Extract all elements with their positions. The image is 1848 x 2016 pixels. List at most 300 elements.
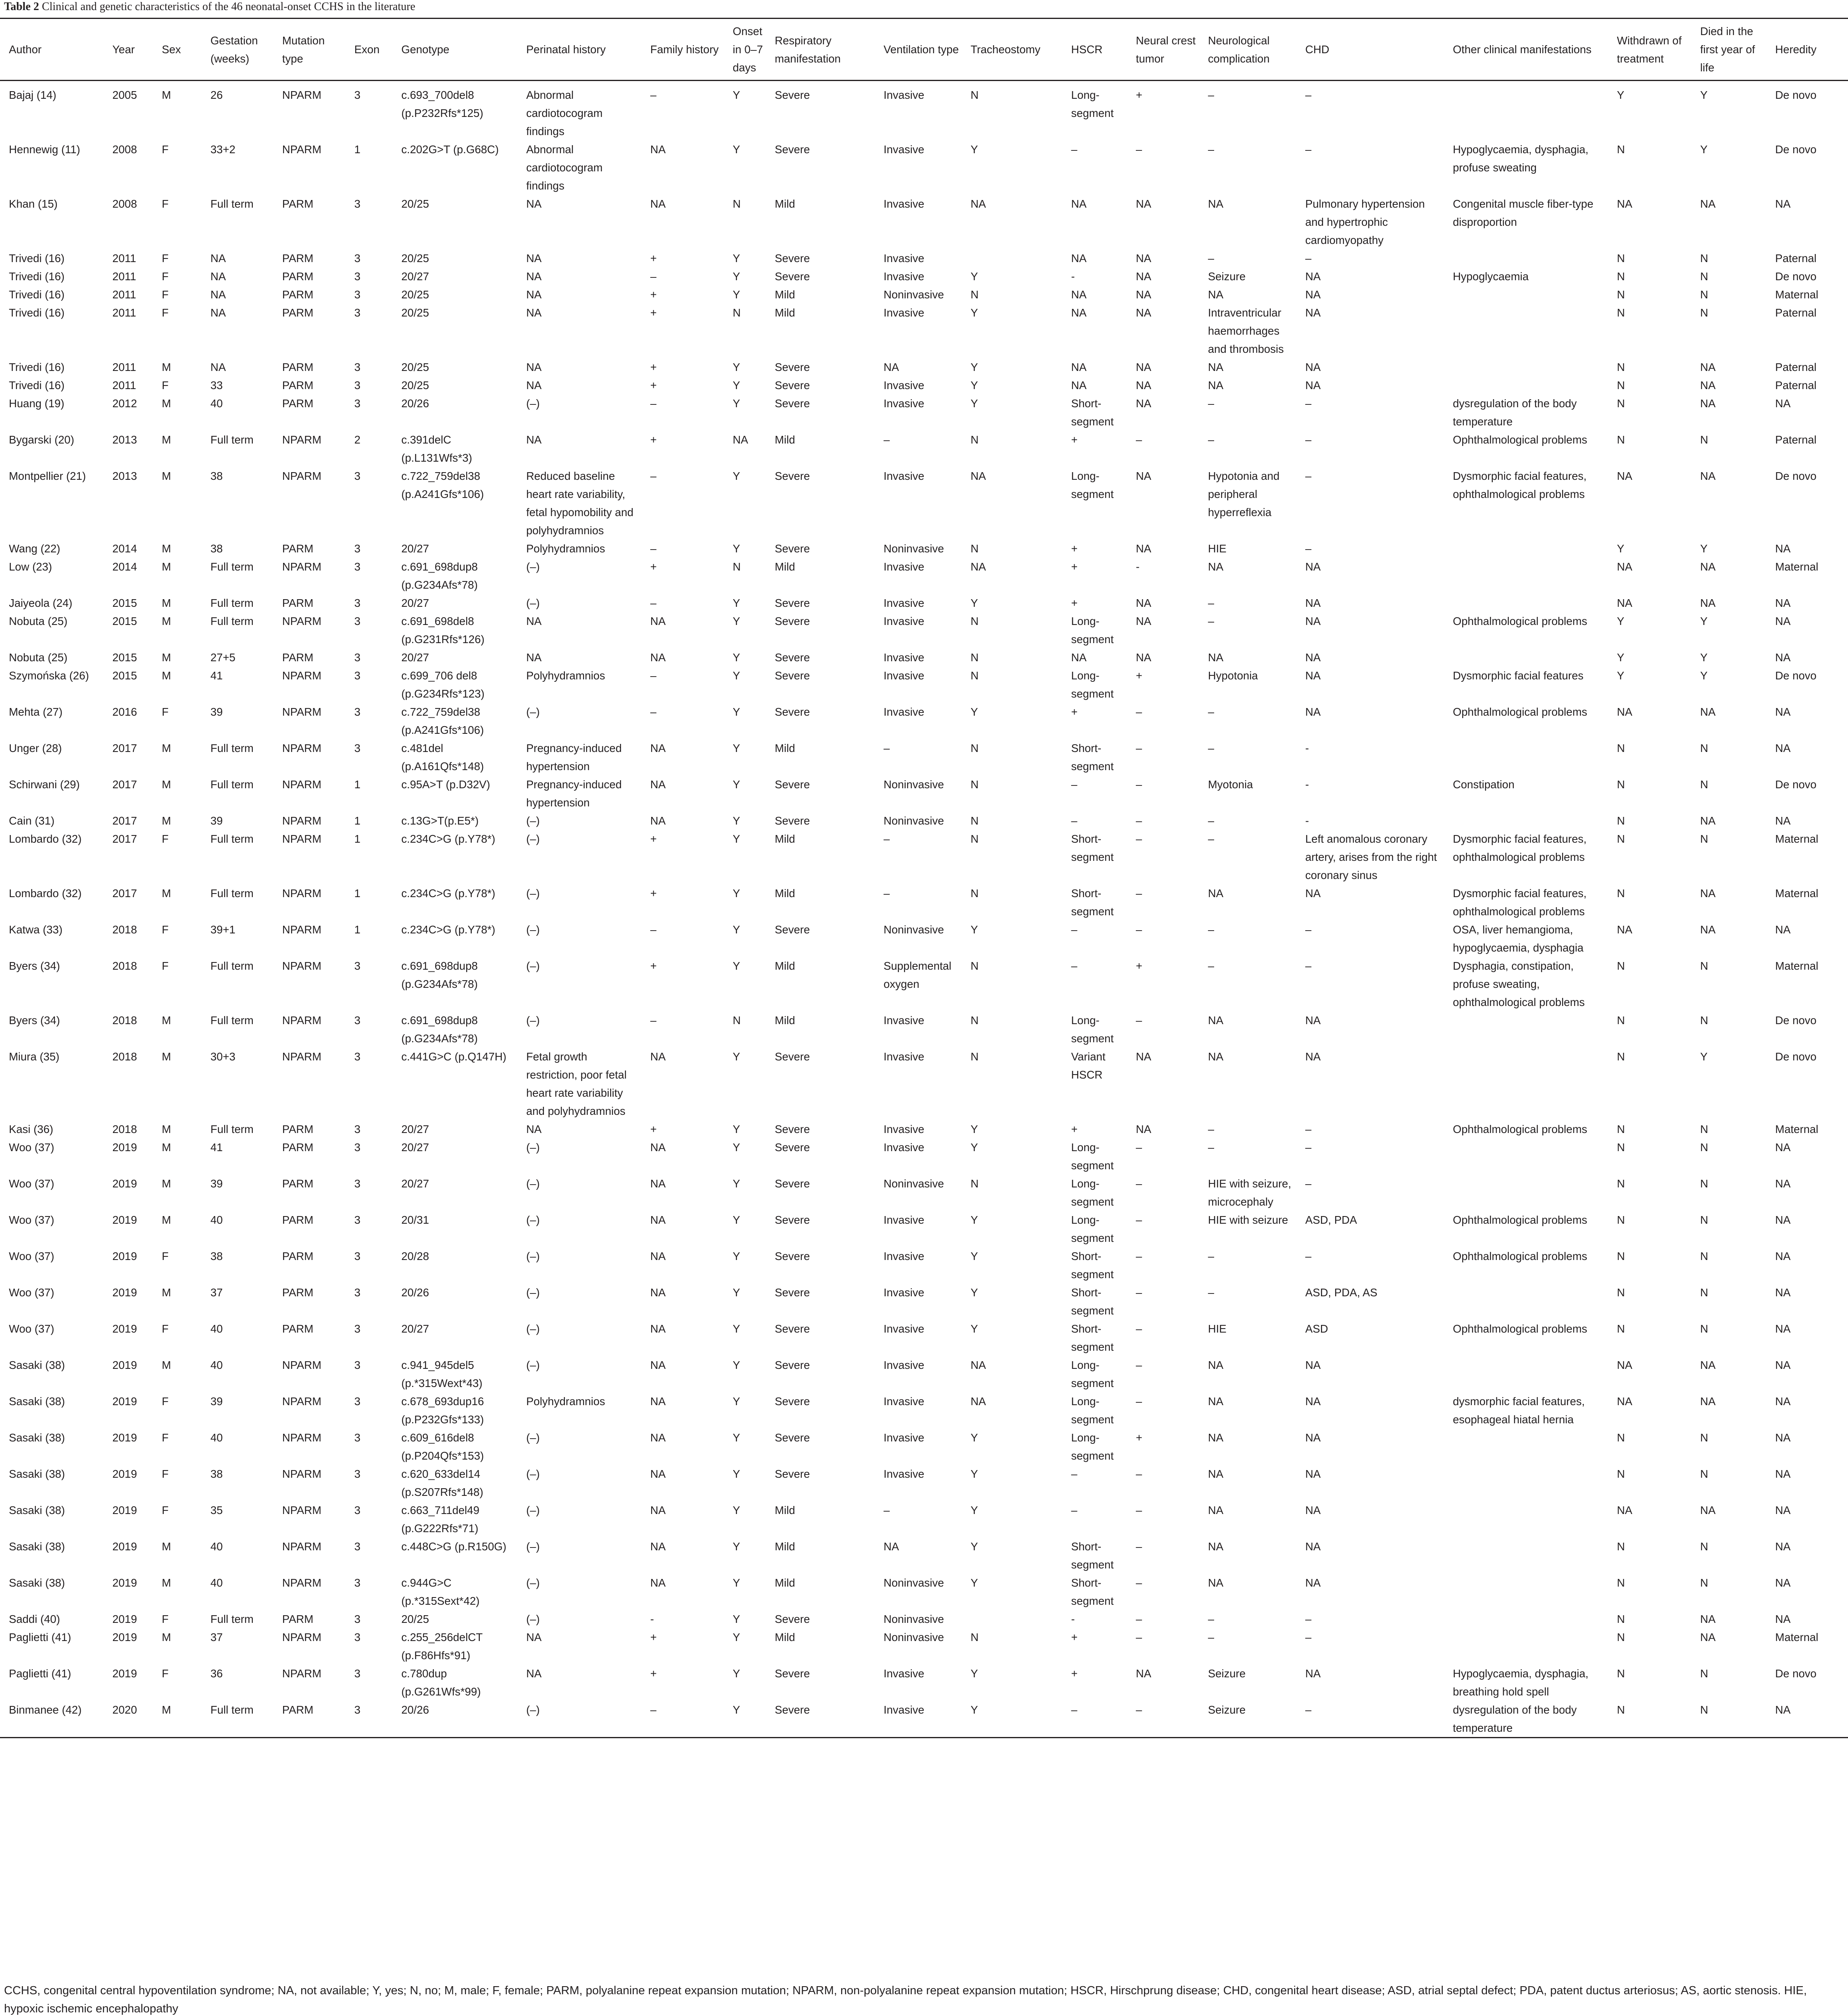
- table-cell: NPARM: [282, 1395, 322, 1408]
- table-cell: Nobuta (25): [9, 615, 68, 627]
- table-cell: N: [1617, 1577, 1625, 1589]
- table-cell: M: [162, 1540, 171, 1553]
- table-cell: Ophthalmological problems: [1453, 706, 1588, 718]
- table-cell: NPARM: [282, 833, 322, 845]
- table-cell: –: [1208, 252, 1215, 264]
- table-cell: NA: [1208, 1395, 1223, 1408]
- table-cell: Sasaki (38): [9, 1540, 65, 1553]
- table-cell: –: [1135, 923, 1142, 936]
- table-cell: Invasive: [875, 1701, 962, 1738]
- table-cell: Short-segment: [1071, 1577, 1114, 1607]
- table-cell: NA: [1208, 361, 1223, 373]
- table-cell: [1444, 1465, 1608, 1501]
- table-cell: Hypoglycaemia, dysphagia, profuse sweating: [1453, 143, 1589, 174]
- table-cell: N: [1617, 960, 1625, 972]
- table-cell: NA: [1135, 542, 1152, 555]
- column-header: Ventilation type: [875, 19, 962, 81]
- table-cell: N: [1617, 306, 1625, 319]
- table-cell: NA: [1775, 1613, 1791, 1625]
- table-cell: M: [162, 1014, 171, 1027]
- table-cell: F: [162, 833, 169, 845]
- table-cell: NA: [1700, 923, 1716, 936]
- table-cell: PARM: [282, 306, 314, 319]
- table-cell: NA: [650, 1504, 666, 1516]
- table-cell: Severe: [775, 1468, 810, 1480]
- table-row: [0, 1664, 1848, 1701]
- table-cell: NA: [1700, 379, 1716, 392]
- table-cell: +: [650, 306, 657, 319]
- table-cell: c.441G>C (p.Q147H): [401, 1050, 506, 1063]
- table-cell: 2019: [112, 1322, 137, 1335]
- table-cell: NA: [883, 361, 899, 373]
- table-cell: PARM: [273, 1701, 346, 1738]
- table-cell: NA: [650, 1577, 666, 1589]
- table-cell: M: [162, 397, 171, 410]
- table-cell: (–): [526, 1177, 540, 1190]
- table-cell: Seizure: [1208, 1667, 1246, 1680]
- column-header: Perinatal history: [517, 19, 642, 81]
- table-cell: PARM: [282, 1214, 314, 1226]
- table-cell: Byers (34): [9, 1014, 60, 1027]
- table-cell: Maternal: [1775, 960, 1819, 972]
- table-row: [0, 1211, 1848, 1247]
- table-cell: Y: [1700, 669, 1708, 682]
- table-cell: M: [162, 1141, 171, 1154]
- table-cell: Y: [733, 887, 740, 900]
- table-cell: Short-segment: [1071, 742, 1114, 773]
- table-cell: (–): [526, 1431, 540, 1444]
- table-cell: NA: [1700, 397, 1716, 410]
- table-cell: NA: [650, 742, 666, 754]
- table-cell: Y: [733, 1359, 740, 1371]
- table-cell: +: [650, 1123, 657, 1135]
- table-cell: N: [1700, 1431, 1708, 1444]
- table-cell: NA: [1700, 887, 1716, 900]
- table-cell: Invasive: [883, 669, 925, 682]
- table-cell: Y: [733, 89, 740, 101]
- table-cell: Hypotonia: [1208, 669, 1258, 682]
- table-cell: –: [1305, 542, 1312, 555]
- table-row: [0, 1574, 1848, 1610]
- table-cell: Maternal: [1775, 1631, 1819, 1643]
- table-cell: 2017: [112, 814, 137, 827]
- table-cell: 20/31: [401, 1214, 429, 1226]
- table-cell: NA: [970, 198, 986, 210]
- table-cell: –: [650, 597, 656, 609]
- table-cell: N: [1617, 379, 1625, 392]
- table-cell: 3: [354, 470, 360, 482]
- table-cell: Y: [724, 1701, 766, 1738]
- table-cell: Invasive: [883, 397, 925, 410]
- table-cell: 2019: [112, 1359, 137, 1371]
- table-cell: +: [1135, 960, 1142, 972]
- table-cell: NA: [1775, 1359, 1791, 1371]
- table-cell: NA: [1305, 288, 1321, 301]
- table-cell: –: [1071, 923, 1077, 936]
- table-cell: Severe: [775, 597, 810, 609]
- table-cell: NA: [1305, 1504, 1321, 1516]
- table-row: [0, 394, 1848, 431]
- column-header: Onset in 0–7 days: [724, 19, 766, 81]
- table-cell: –: [1071, 814, 1077, 827]
- column-header: Neurological complication: [1199, 19, 1296, 81]
- table-cell: NA: [1135, 198, 1152, 210]
- table-cell: –: [1208, 597, 1215, 609]
- table-cell: M: [162, 361, 171, 373]
- table-cell: Low (23): [9, 560, 52, 573]
- table-cell: 3: [354, 1431, 360, 1444]
- table-cell: F: [162, 252, 169, 264]
- table-cell: Severe: [775, 1359, 810, 1371]
- table-cell: Full term: [210, 1123, 254, 1135]
- table-cell: Polyhydramnios: [526, 669, 605, 682]
- table-cell: PARM: [282, 1322, 314, 1335]
- table-cell: Severe: [775, 1250, 810, 1262]
- table-cell: Invasive: [883, 252, 925, 264]
- table-cell: -: [1305, 778, 1309, 791]
- table-cell: 3: [354, 1141, 360, 1154]
- table-cell: Severe: [775, 1613, 810, 1625]
- table-row: [0, 467, 1848, 539]
- table-cell: 3: [354, 1286, 360, 1299]
- table-cell: NA: [526, 433, 542, 446]
- table-cell: Binmanee (42): [0, 1701, 104, 1738]
- table-cell: N: [1700, 1141, 1708, 1154]
- table-cell: –: [1135, 833, 1142, 845]
- table-cell: N: [970, 288, 979, 301]
- table-cell: NA: [1700, 1395, 1716, 1408]
- table-cell: NA: [526, 306, 542, 319]
- table-cell: NA: [1305, 887, 1321, 900]
- table-cell: 2011: [112, 270, 136, 283]
- table-cell: +: [1135, 669, 1142, 682]
- table-cell: Y: [970, 1286, 978, 1299]
- table-cell: Severe: [775, 470, 810, 482]
- table-cell: Y: [1617, 615, 1625, 627]
- table-cell: Y: [970, 1540, 978, 1553]
- table-cell: +: [650, 252, 657, 264]
- table-cell: NA: [650, 814, 666, 827]
- column-header: Exon: [346, 19, 393, 81]
- table-cell: Noninvasive: [883, 288, 944, 301]
- table-cell: M: [162, 1123, 171, 1135]
- table-cell: Long-segment: [1071, 1214, 1114, 1244]
- table-cell: NPARM: [282, 1504, 322, 1516]
- table-cell: +: [650, 1667, 657, 1680]
- table-cell: NA: [650, 1050, 666, 1063]
- table-cell: N: [1617, 1468, 1625, 1480]
- table-cell: N: [1700, 778, 1708, 791]
- table-cell: NPARM: [282, 1631, 322, 1643]
- table-cell: 2017: [112, 887, 137, 900]
- table-cell: 2015: [112, 651, 137, 664]
- table-cell: –: [1296, 1701, 1444, 1738]
- table-cell: Myotonia: [1208, 778, 1253, 791]
- column-header: CHD: [1296, 19, 1444, 81]
- table-cell: Invasive: [883, 143, 925, 156]
- table-cell: N: [970, 1014, 979, 1027]
- table-cell: NA: [1071, 651, 1087, 664]
- table-cell: Severe: [775, 1322, 810, 1335]
- table-cell: Invasive: [883, 706, 925, 718]
- table-cell: Long-segment: [1071, 1431, 1114, 1462]
- table-cell: 3: [354, 288, 360, 301]
- table-cell: De novo: [1775, 270, 1817, 283]
- table-cell: Woo (37): [9, 1214, 54, 1226]
- table-cell: +: [1071, 1123, 1078, 1135]
- table-cell: F: [162, 379, 169, 392]
- table-cell: Mild: [775, 1577, 795, 1589]
- table-cell: Long-segment: [1071, 669, 1114, 700]
- table-cell: –: [1127, 1701, 1199, 1738]
- table-cell: M: [162, 887, 171, 900]
- table-cell: 39: [210, 1177, 223, 1190]
- table-cell: M: [162, 597, 171, 609]
- table-cell: 2019: [112, 1141, 137, 1154]
- table-cell: N: [1700, 833, 1708, 845]
- table-cell: NA: [650, 615, 666, 627]
- table-cell: N: [1617, 288, 1625, 301]
- table-cell: –: [1135, 778, 1142, 791]
- table-cell: NA: [526, 252, 542, 264]
- table-cell: NA: [1700, 560, 1716, 573]
- table-cell: NA: [1135, 288, 1152, 301]
- table-cell: 38: [210, 1468, 223, 1480]
- table-row: [0, 1392, 1848, 1429]
- table-cell: Full term: [210, 742, 254, 754]
- table-cell: Invasive: [883, 597, 925, 609]
- table-cell: Nobuta (25): [9, 651, 68, 664]
- table-cell: (–): [526, 1577, 540, 1589]
- table-cell: NA: [526, 198, 542, 210]
- table-cell: c.448C>G (p.R150G): [401, 1540, 506, 1553]
- table-cell: NA: [650, 1468, 666, 1480]
- table-cell: NA: [1617, 923, 1633, 936]
- table-cell: Severe: [775, 706, 810, 718]
- table-cell: Y: [970, 1322, 978, 1335]
- table-cell: Mild: [775, 1631, 795, 1643]
- table-cell: Y: [970, 1123, 978, 1135]
- table-cell: –: [1208, 1250, 1215, 1262]
- table-cell: Short-segment: [1071, 1322, 1114, 1353]
- table-cell: PARM: [282, 1250, 314, 1262]
- table-cell: Severe: [775, 379, 810, 392]
- table-cell: N: [1617, 1540, 1625, 1553]
- table-cell: Y: [733, 1540, 740, 1553]
- table-cell: PARM: [282, 397, 314, 410]
- table-cell: F: [162, 1395, 169, 1408]
- table-cell: NA: [1700, 706, 1716, 718]
- table-cell: N: [1617, 143, 1625, 156]
- table-cell: NA: [1208, 1431, 1223, 1444]
- table-cell: [1444, 594, 1608, 612]
- table-cell: –: [1305, 1177, 1312, 1190]
- table-cell: 2019: [112, 1540, 137, 1553]
- table-cell: NA: [1775, 1577, 1791, 1589]
- table-cell: M: [162, 1214, 171, 1226]
- table-cell: N: [970, 651, 979, 664]
- table-cell: c.13G>T(p.E5*): [401, 814, 479, 827]
- table-cell: N: [1700, 742, 1708, 754]
- table-cell: NA: [1775, 1504, 1791, 1516]
- table-cell: NA: [1700, 1359, 1716, 1371]
- table-cell: 3: [354, 1613, 360, 1625]
- table-cell: Invasive: [883, 1395, 925, 1408]
- table-cell: Paternal: [1775, 379, 1817, 392]
- table-cell: –: [1135, 1250, 1142, 1262]
- table-cell: 2018: [112, 1050, 137, 1063]
- table-cell: –: [1305, 923, 1312, 936]
- table-row: [0, 195, 1848, 249]
- table-cell: 20/26: [401, 1286, 429, 1299]
- table-cell: N: [970, 1631, 979, 1643]
- table-row: [0, 1011, 1848, 1048]
- table-cell: Constipation: [1453, 778, 1515, 791]
- table-cell: Mild: [775, 433, 795, 446]
- table-cell: N: [1617, 1141, 1625, 1154]
- table-cell: Huang (19): [9, 397, 65, 410]
- table-cell: –: [1071, 143, 1077, 156]
- table-cell: NPARM: [282, 1359, 322, 1371]
- table-cell: NA: [650, 778, 666, 791]
- table-cell: Ophthalmological problems: [1453, 1322, 1588, 1335]
- table-cell: Y: [733, 960, 740, 972]
- table-cell: +: [1071, 597, 1078, 609]
- table-cell: Mild: [775, 833, 795, 845]
- table-cell: NA: [1208, 1577, 1223, 1589]
- table-cell: 1: [354, 833, 360, 845]
- table-cell: (–): [526, 887, 540, 900]
- table-cell: NA: [1208, 288, 1223, 301]
- table-cell: Bygarski (20): [9, 433, 74, 446]
- table-row: [0, 884, 1848, 921]
- table-row: [0, 1138, 1848, 1175]
- table-cell: NA: [1071, 379, 1087, 392]
- table-cell: Y: [1700, 143, 1708, 156]
- table-cell: N: [1700, 1214, 1708, 1226]
- table-cell: (–): [526, 1359, 540, 1371]
- table-cell: Y: [970, 306, 978, 319]
- table-cell: N: [1617, 397, 1625, 410]
- table-cell: NA: [650, 1395, 666, 1408]
- table-cell: Ophthalmological problems: [1453, 433, 1588, 446]
- table-cell: Mild: [775, 960, 795, 972]
- table-cell: Schirwani (29): [9, 778, 80, 791]
- table-cell: NA: [526, 651, 542, 664]
- table-cell: NA: [1775, 1540, 1791, 1553]
- table-cell: N: [733, 198, 741, 210]
- table-cell: NA: [526, 379, 542, 392]
- table-cell: –: [1135, 706, 1142, 718]
- table-cell: Supplemental oxygen: [883, 960, 952, 990]
- column-header: Gestation (weeks): [202, 19, 273, 81]
- table-cell: 39: [210, 814, 223, 827]
- table-cell: NA: [1617, 560, 1633, 573]
- table-cell: PARM: [282, 1177, 314, 1190]
- table-cell: (–): [526, 1286, 540, 1299]
- table-cell: 2019: [112, 1667, 137, 1680]
- table-cell: c.234C>G (p.Y78*): [401, 887, 496, 900]
- table-cell: NA: [1775, 1141, 1791, 1154]
- table-cell: [1444, 1356, 1608, 1392]
- table-cell: Severe: [775, 615, 810, 627]
- table-cell: Y: [733, 597, 740, 609]
- table-cell: Y: [733, 1577, 740, 1589]
- table-cell: Y: [733, 814, 740, 827]
- table-cell: 40: [210, 1540, 223, 1553]
- table-cell: Short-segment: [1071, 397, 1114, 428]
- table-cell: NPARM: [282, 778, 322, 791]
- table-cell: 2008: [112, 198, 137, 210]
- table-cell: 2017: [112, 742, 137, 754]
- table-cell: c.941_945del5 (p.*315Wext*43): [401, 1359, 483, 1389]
- table-cell: Y: [733, 1322, 740, 1335]
- table-cell: Paternal: [1775, 306, 1817, 319]
- table-cell: NA: [970, 1359, 986, 1371]
- table-cell: NA: [1775, 1431, 1791, 1444]
- table-cell: N: [1700, 1322, 1708, 1335]
- table-cell: NA: [210, 270, 226, 283]
- table-cell: 3: [354, 1250, 360, 1262]
- table-cell: De novo: [1775, 143, 1817, 156]
- table-cell: Noninvasive: [883, 542, 944, 555]
- table-cell: N: [1617, 1050, 1625, 1063]
- table-cell: NPARM: [282, 89, 322, 101]
- table-cell: (–): [517, 1701, 642, 1738]
- table-cell: Invasive: [883, 1123, 925, 1135]
- table-cell: NA: [650, 1286, 666, 1299]
- table-cell: Left anomalous coronary artery, arises from the right coronary sinus: [1305, 833, 1437, 881]
- table-cell: Y: [733, 1177, 740, 1190]
- table-cell: 3: [354, 960, 360, 972]
- table-cell: NA: [1700, 1504, 1716, 1516]
- table-cell: NPARM: [282, 742, 322, 754]
- table-cell: PARM: [282, 288, 314, 301]
- table-cell: Invasive: [883, 1286, 925, 1299]
- table-cell: Y: [733, 669, 740, 682]
- table-cell: N: [1617, 887, 1625, 900]
- table-cell: NA: [1775, 706, 1791, 718]
- table-row: [0, 594, 1848, 612]
- table-cell: +: [1071, 706, 1078, 718]
- table-cell: [1444, 1537, 1608, 1574]
- column-header: Tracheostomy: [962, 19, 1062, 81]
- table-cell: 2018: [112, 960, 137, 972]
- table-cell: –: [1305, 1250, 1312, 1262]
- table-cell: N: [1617, 433, 1625, 446]
- table-footnote: CCHS, congenital central hypoventilation syndrome; NA, not available; Y, yes; N, no; M, male; F, female; PARM, polyalanine repeat expansion mutation; NPARM, non-polyalanine repeat expansion mutation; HSCR, Hirschprung disease; CHD, congenital heart disease; ASD, atrial septal defect; PDA, patent ductus arteriosus; AS, aortic stenosis. HIE, hypoxic ischemic encephalopathy: [4, 1984, 1807, 2015]
- table-cell: Severe: [775, 89, 810, 101]
- table-cell: 3: [354, 1177, 360, 1190]
- table-cell: Sasaki (38): [9, 1577, 65, 1589]
- table-cell: N: [970, 814, 979, 827]
- table-cell: Saddi (40): [9, 1613, 60, 1625]
- table-cell: c.95A>T (p.D32V): [401, 778, 490, 791]
- table-cell: 3: [354, 252, 360, 264]
- table-cell: Bajaj (14): [9, 89, 56, 101]
- column-header: Heredity: [1766, 19, 1848, 81]
- table-cell: 20/25: [401, 379, 429, 392]
- table-cell: Sasaki (38): [9, 1359, 65, 1371]
- table-cell: Y: [1700, 1050, 1708, 1063]
- table-cell: Byers (34): [9, 960, 60, 972]
- table-cell: [1444, 285, 1608, 304]
- table-cell: +: [1071, 560, 1078, 573]
- table-cell: –: [650, 542, 656, 555]
- table-cell: 2013: [112, 470, 137, 482]
- table-cell: N: [1617, 1250, 1625, 1262]
- table-cell: 40: [210, 397, 223, 410]
